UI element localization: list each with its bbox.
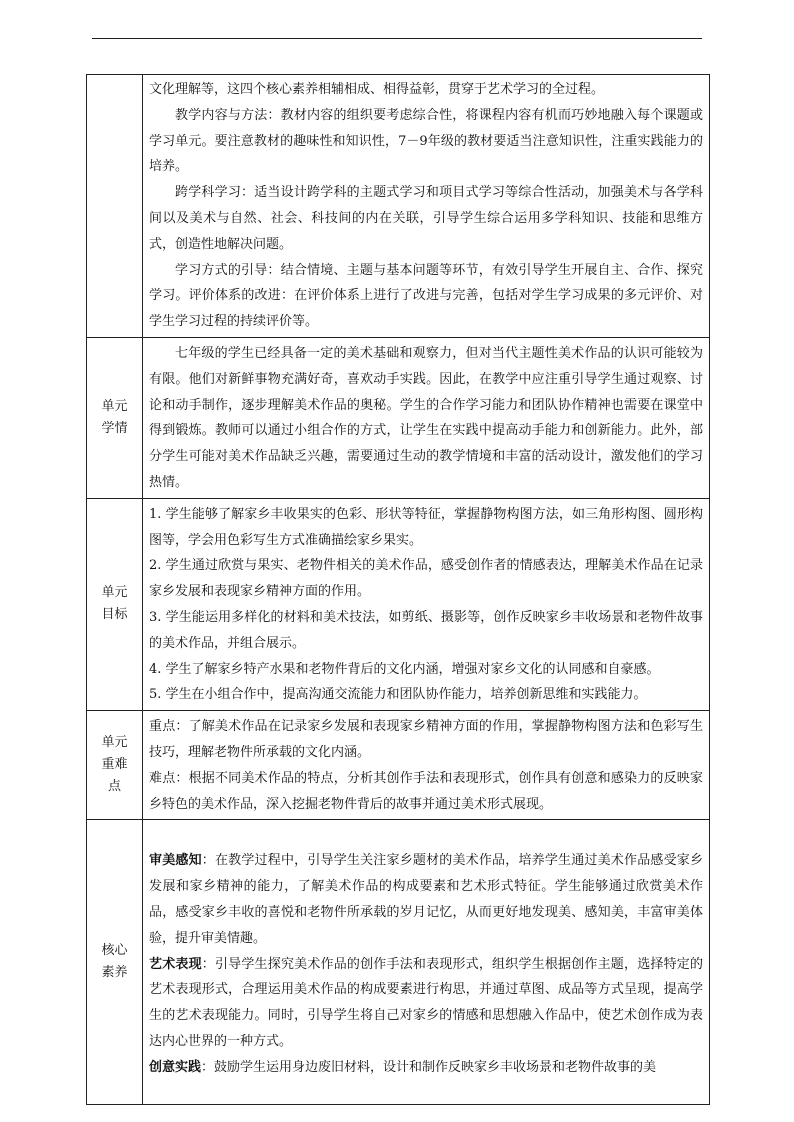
literacy-aesthetic: 审美感知：在教学过程中，引导学生关注家乡题材的美术作品，培养学生通过美术作品感受家乡发展和家乡精神的能力，了解美术作品的构成要素和艺术形式特征。学生能够通过欣赏美术作品，感受家乡丰收的喜悦和老物件所承载的岁月记忆，从而更好地发现美、感知美，丰富审美体验，提升审美情趣。 [149, 853, 703, 946]
goal-item: 4. 学生了解家乡特产水果和老物件背后的文化内涵，增强对家乡文化的认同感和自豪感。 [149, 661, 660, 677]
goal-item: 2. 学生通过欣赏与果实、老物件相关的美术作品，感受创作者的情感表达，理解美术作品在记录家乡发展和表现家乡精神方面的作用。 [149, 558, 703, 600]
table-row [87, 498, 710, 710]
label-key-difficult-points: 单元 重难 点 [87, 711, 143, 820]
label-cell-empty [87, 75, 143, 338]
label-unit-goals: 单元 目标 [87, 498, 143, 710]
literacy-artistic: 艺术表现：引导学生探究美术作品的创作手法和表现形式，组织学生根据创作主题，选择特定的艺术表现形式，合理运用美术作品的构成要素进行构思，并通过草图、成品等方式呈现，提高学生的艺术表现能力。同时，引导学生将自己对家乡的情感和思想融入作品中，使艺术创作成为表达内心世界的一种方式。 [149, 956, 703, 1049]
unit-situation-cell [143, 337, 710, 498]
unit-situation-text: 七年级的学生已经具备一定的美术基础和观察力，但对当代主题性美术作品的认识可能较为有限。他们对新鲜事物充满好奇，喜欢动手实践。因此，在教学中应注重引导学生通过观察、讨论和动手制作，逐步理解美术作品的奥秘。学生的合作学习能力和团队协作精神也需要在课堂中得到锻炼。教师可以通过小组合作的方式，让学生在实践中提高动手能力和创新能力。此外，部分学生可能对美术作品缺乏兴趣，需要通过生动的教学情境和丰富的活动设计，激发他们的学习热情。 [149, 345, 703, 490]
header-rule [92, 38, 702, 39]
paragraph-learning-guidance: 学习方式的引导：结合情境、主题与基本问题等环节，有效引导学生开展自主、合作、探究学习。评价体系的改进：在评价体系上进行了改进与完善，包括对学生学习成果的多元评价、对学生学习过程的持续评价等。 [149, 262, 703, 330]
table-row [87, 337, 710, 498]
paragraph-content-method: 教学内容与方法：教材内容的组织要考虑综合性，将课程内容有机而巧妙地融入每个课题或学习单元。要注意教材的趣味性和知识性，7－9年级的教材要适当注意知识性，注重实践能力的培养。 [149, 107, 703, 175]
literacy-creative: 创意实践：鼓励学生运用身边废旧材料，设计和制作反映家乡丰收场景和老物件故事的美 [149, 1059, 657, 1075]
continuation-line: 文化理解等，这四个核心素养相辅相成、相得益彰，贯穿于艺术学习的全过程。 [149, 82, 605, 97]
table-row [87, 711, 710, 820]
term-creative: 创意实践 [149, 1059, 202, 1075]
term-aesthetic: 审美感知 [149, 853, 202, 869]
goal-item: 1. 学生能够了解家乡丰收果实的色彩、形状等特征，掌握静物构图方法，如三角形构图、圆形构图等，学会用色彩写生方式准确描绘家乡果实。 [149, 506, 703, 548]
unit-plan-table [86, 74, 710, 1105]
key-point: 重点：了解美术作品在记录家乡发展和表现家乡精神方面的作用，掌握静物构图方法和色彩写生技巧，理解老物件所承载的文化内涵。 [149, 719, 703, 760]
paragraph-interdisciplinary: 跨学科学习：适当设计跨学科的主题式学习和项目式学习等综合性活动，加强美术与各学科间以及美术与自然、社会、科技间的内在关联，引导学生综合运用多学科知识、技能和思维方式，创造性地解决问题。 [149, 185, 703, 252]
continuation-cell [143, 75, 710, 338]
goal-item: 5. 学生在小组合作中，提高沟通交流能力和团队协作能力，培养创新思维和实践能力。 [149, 687, 647, 703]
key-difficult-cell [143, 711, 710, 820]
core-literacy-cell [143, 820, 710, 1105]
unit-goals-cell [143, 498, 710, 710]
goal-item: 3. 学生能运用多样化的材料和美术技法，如剪纸、摄影等，创作反映家乡丰收场景和老物件故事的美术作品，并组合展示。 [149, 609, 703, 651]
term-artistic: 艺术表现 [149, 956, 202, 972]
table-row [87, 75, 710, 338]
label-core-literacy: 核心 素养 [87, 820, 143, 1105]
table-row [87, 820, 710, 1105]
difficult-point: 难点：根据不同美术作品的特点，分析其创作手法和表现形式，创作具有创意和感染力的反映家乡特色的美术作品，深入挖掘老物件背后的故事并通过美术形式展现。 [149, 770, 703, 812]
label-unit-situation: 单元 学情 [87, 337, 143, 498]
